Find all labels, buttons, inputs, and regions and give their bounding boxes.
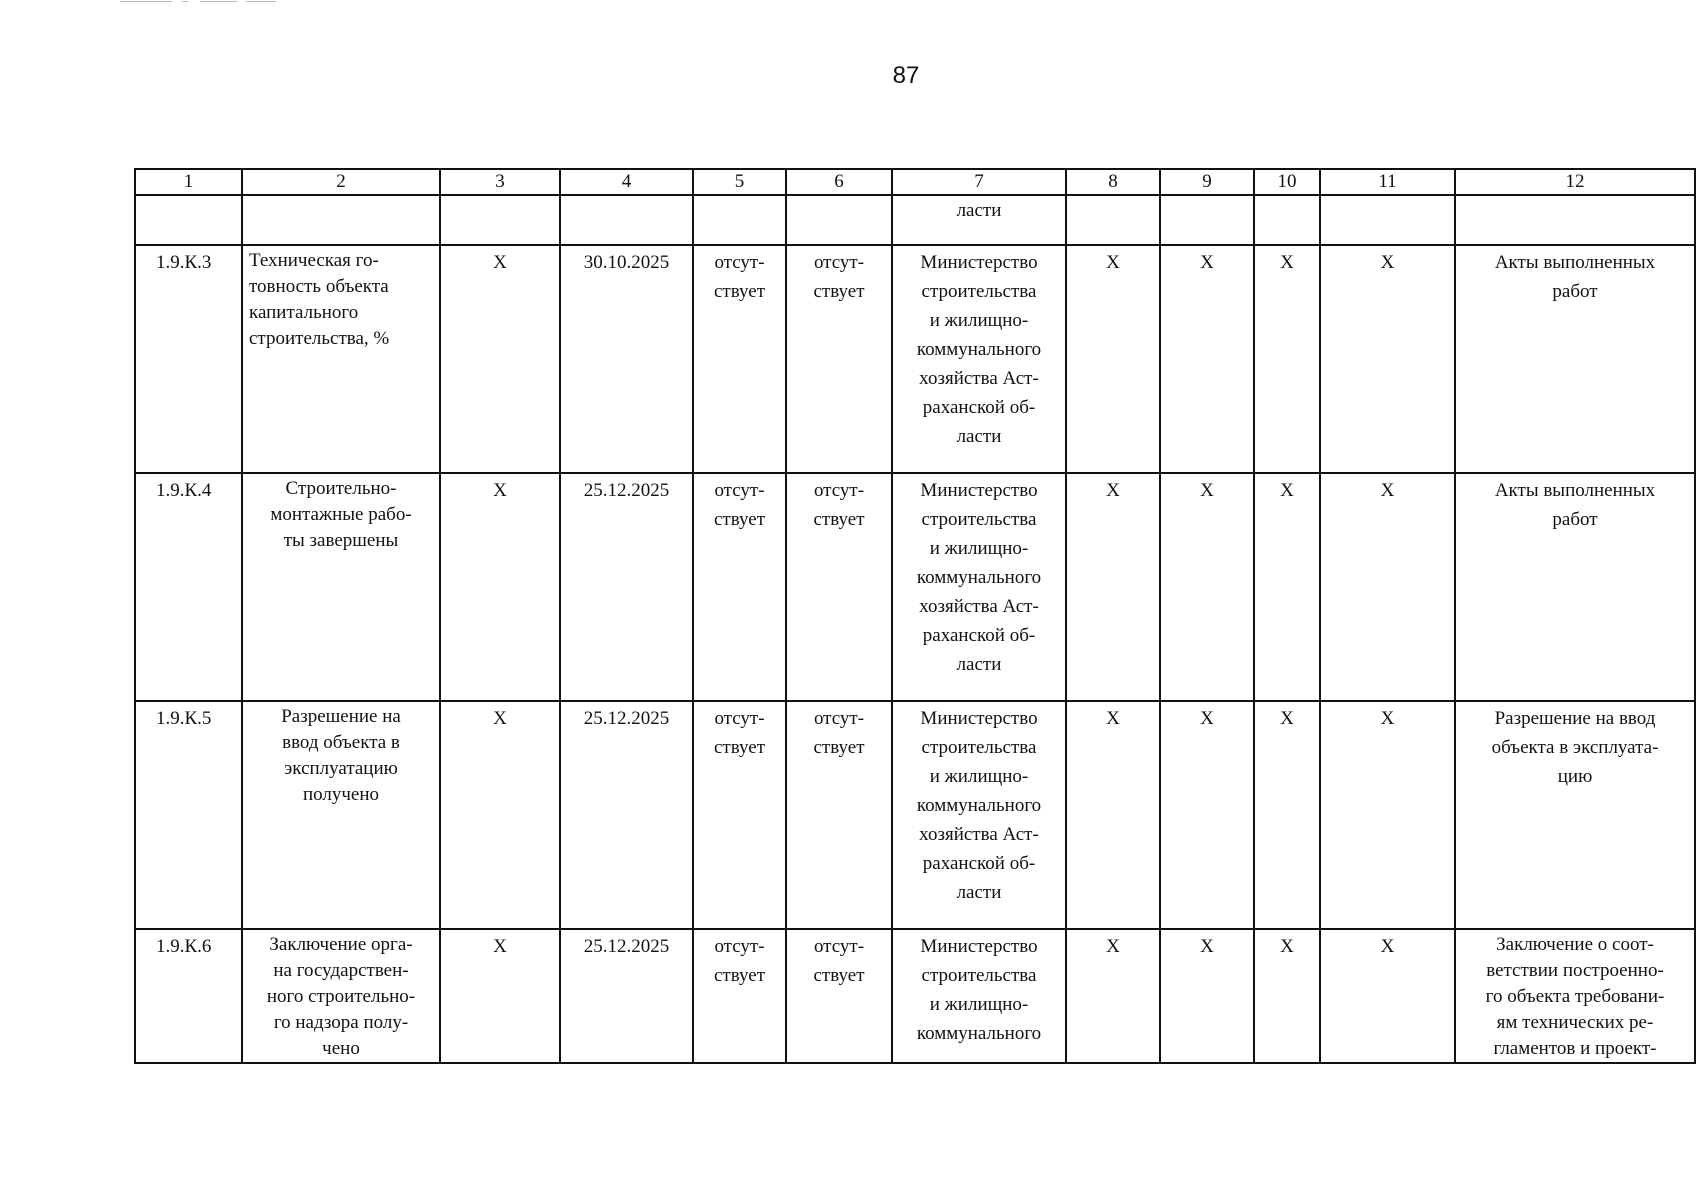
responsible-cell: Министерство строительства и жилищно- коммунального хозяйства Аст- раханской об- ласти (892, 701, 1066, 929)
mark-cell: Х (1254, 473, 1320, 701)
empty-cell (786, 195, 892, 245)
document-cell: Акты выполненных работ (1455, 473, 1695, 701)
responsible-cell: Министерство строительства и жилищно- коммунального хозяйства Аст- раханской об- ласти (892, 245, 1066, 473)
header-cell: 12 (1455, 169, 1695, 195)
empty-cell (1160, 195, 1254, 245)
scan-artifact (120, 0, 320, 3)
name-cell: Заключение орга- на государствен- ного строительно- го надзора полу- чено (242, 929, 440, 1063)
header-cell: 11 (1320, 169, 1455, 195)
header-cell: 2 (242, 169, 440, 195)
table-row (135, 473, 1695, 701)
code-cell: 1.9.К.5 (135, 701, 242, 929)
header-cell: 1 (135, 169, 242, 195)
empty-cell (1254, 195, 1320, 245)
status-cell: отсут- ствует (693, 701, 786, 929)
code-cell: 1.9.К.3 (135, 245, 242, 473)
header-cell: 10 (1254, 169, 1320, 195)
status-cell: отсут- ствует (786, 245, 892, 473)
header-cell: 3 (440, 169, 560, 195)
empty-cell (1066, 195, 1160, 245)
document-cell: Акты выполненных работ (1455, 245, 1695, 473)
name-cell: Строительно- монтажные рабо- ты завершены (242, 473, 440, 701)
mark-cell: Х (1320, 929, 1455, 1063)
responsible-cell: ласти (892, 195, 1066, 245)
mark-cell: Х (1066, 473, 1160, 701)
document-cell: Заключение о соот- ветствии построенно- го объекта требовани- ям технических ре- гламентов и проект- (1455, 929, 1695, 1063)
empty-cell (135, 195, 242, 245)
date-cell: 25.12.2025 (560, 701, 693, 929)
empty-cell (242, 195, 440, 245)
name-cell: Техническая го- товность объекта капитального строительства, % (242, 245, 440, 473)
status-cell: отсут- ствует (693, 245, 786, 473)
mark-cell: Х (1066, 701, 1160, 929)
mark-cell: Х (1254, 929, 1320, 1063)
header-cell: 6 (786, 169, 892, 195)
empty-cell (560, 195, 693, 245)
code-cell: 1.9.К.4 (135, 473, 242, 701)
empty-cell (440, 195, 560, 245)
status-cell: отсут- ствует (693, 929, 786, 1063)
mark-cell: Х (440, 473, 560, 701)
status-cell: отсут- ствует (786, 473, 892, 701)
mark-cell: Х (440, 245, 560, 473)
name-cell: Разрешение на ввод объекта в эксплуатацию получено (242, 701, 440, 929)
mark-cell: Х (1254, 701, 1320, 929)
document-cell: Разрешение на ввод объекта в эксплуата- цию (1455, 701, 1695, 929)
date-cell: 25.12.2025 (560, 473, 693, 701)
header-cell: 8 (1066, 169, 1160, 195)
mark-cell: Х (1254, 245, 1320, 473)
page-number: 87 (892, 62, 920, 89)
responsible-cell: Министерство строительства и жилищно- коммунального хозяйства Аст- раханской об- ласти (892, 473, 1066, 701)
header-cell: 9 (1160, 169, 1254, 195)
mark-cell: Х (1160, 245, 1254, 473)
date-cell: 30.10.2025 (560, 245, 693, 473)
mark-cell: Х (440, 929, 560, 1063)
date-cell: 25.12.2025 (560, 929, 693, 1063)
mark-cell: Х (440, 701, 560, 929)
responsible-cell: Министерство строительства и жилищно- коммунального (892, 929, 1066, 1063)
header-row (135, 169, 1695, 195)
mark-cell: Х (1066, 245, 1160, 473)
table-row (135, 929, 1695, 1063)
status-cell: отсут- ствует (693, 473, 786, 701)
header-cell: 5 (693, 169, 786, 195)
mark-cell: Х (1320, 245, 1455, 473)
data-table (134, 168, 1696, 1064)
mark-cell: Х (1160, 473, 1254, 701)
empty-cell (1320, 195, 1455, 245)
code-cell: 1.9.К.6 (135, 929, 242, 1063)
header-cell: 4 (560, 169, 693, 195)
empty-cell (693, 195, 786, 245)
empty-cell (1455, 195, 1695, 245)
continuation-row (135, 195, 1695, 245)
table-row (135, 701, 1695, 929)
status-cell: отсут- ствует (786, 701, 892, 929)
table-row (135, 245, 1695, 473)
mark-cell: Х (1320, 473, 1455, 701)
mark-cell: Х (1160, 701, 1254, 929)
status-cell: отсут- ствует (786, 929, 892, 1063)
mark-cell: Х (1066, 929, 1160, 1063)
mark-cell: Х (1320, 701, 1455, 929)
header-cell: 7 (892, 169, 1066, 195)
mark-cell: Х (1160, 929, 1254, 1063)
